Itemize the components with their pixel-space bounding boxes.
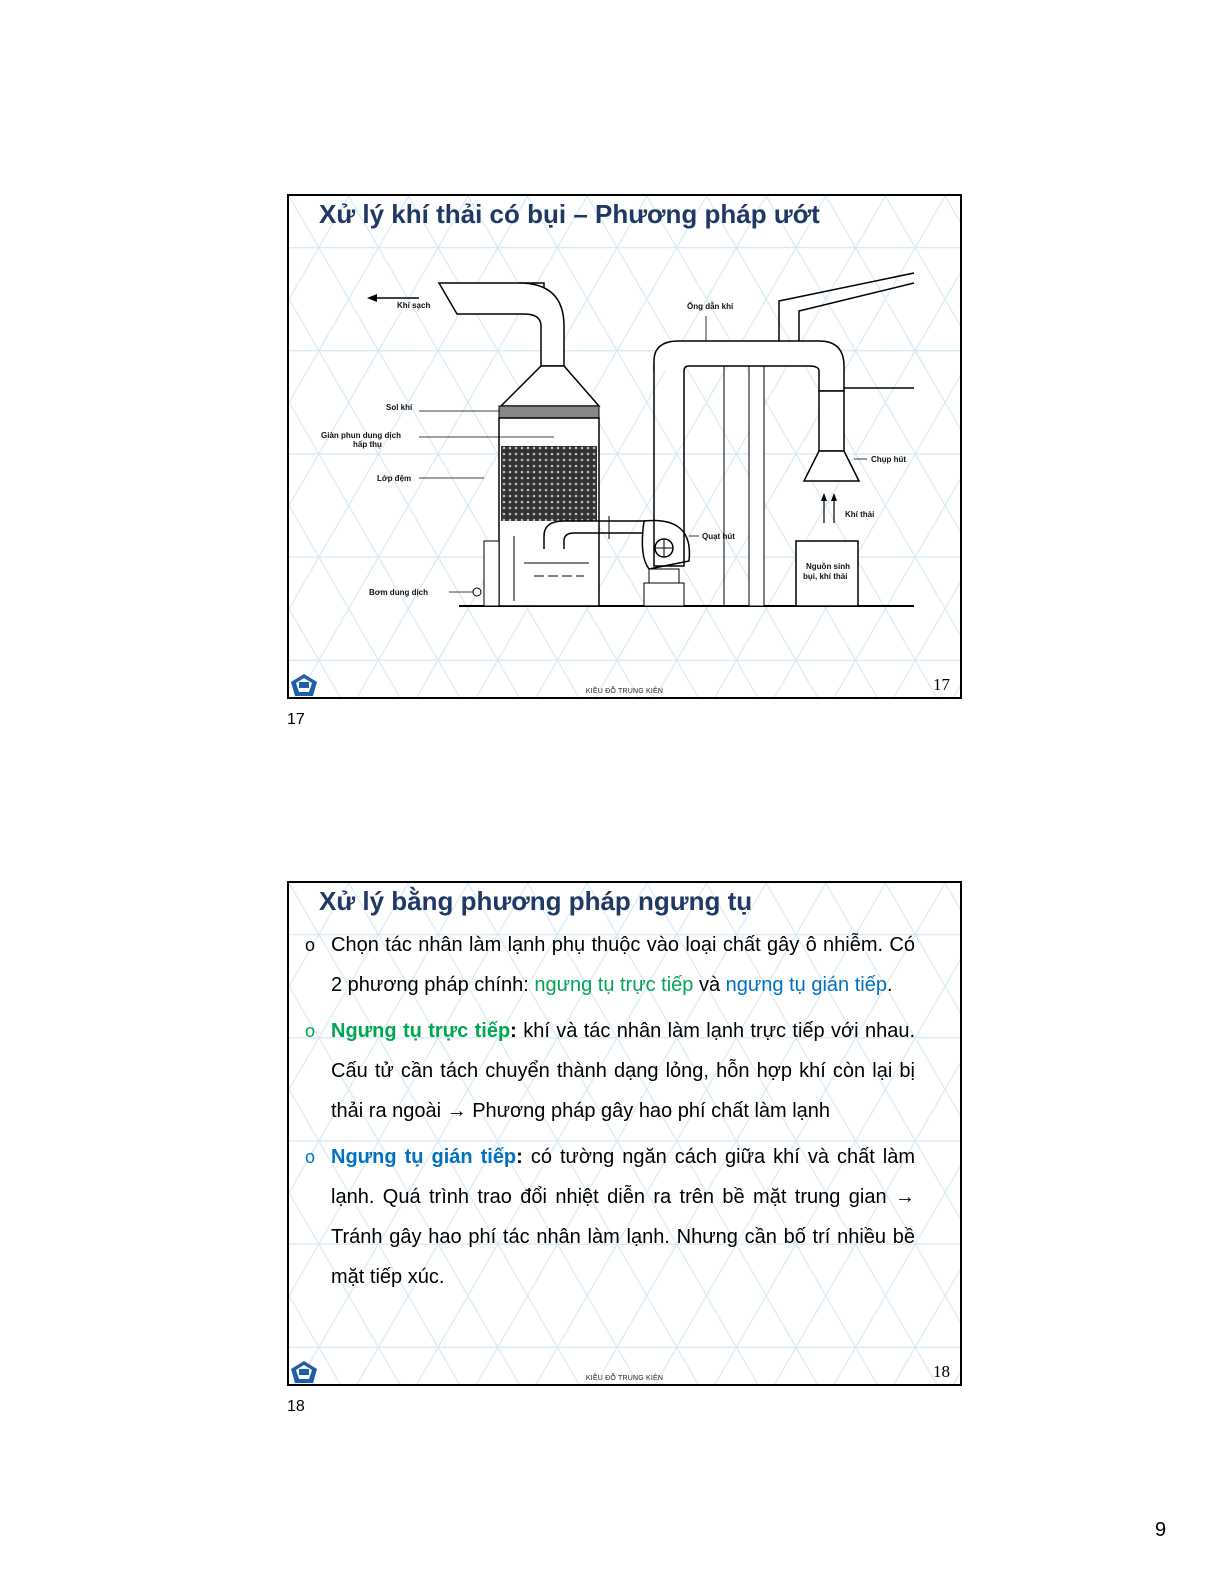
bullet-marker: o xyxy=(305,935,316,955)
slide-title: Xử lý bằng phương pháp ngưng tụ xyxy=(319,886,753,916)
tower-cone xyxy=(501,366,599,406)
footer-author: KIỀU ĐỖ TRUNG KIÊN xyxy=(585,1375,664,1382)
label-exhaust: Khí thải xyxy=(845,510,875,519)
label-spray-rack-1: Giàn phun dung dịch xyxy=(321,431,401,440)
label-pump: Bơm dung dịch xyxy=(369,588,429,597)
indirect-condensation-text: ngưng tụ gián tiếp xyxy=(725,974,887,996)
direct-condensation-text: ngưng tụ trực tiếp xyxy=(534,974,694,996)
label-source-1: Nguồn sinh xyxy=(806,562,850,571)
bullet-item xyxy=(305,1137,915,1297)
slide-18 xyxy=(287,881,962,1386)
slide-number: 17 xyxy=(933,675,950,694)
label-clean-gas: Khí sạch xyxy=(397,301,431,310)
slide-17 xyxy=(287,194,962,699)
slide-caption-number: 18 xyxy=(287,1398,305,1415)
slide-number: 18 xyxy=(933,1362,950,1381)
bullet-colon: : xyxy=(510,1020,517,1042)
label-spray-rack-2: hấp thụ xyxy=(353,440,382,449)
label-packing: Lớp đệm xyxy=(377,474,412,483)
label-duct: Ống dẫn khí xyxy=(687,302,734,311)
page-number: 9 xyxy=(1155,1519,1167,1541)
bullet-item xyxy=(305,1011,915,1131)
bullet-term: Ngưng tụ gián tiếp xyxy=(331,1146,517,1168)
bullet-item xyxy=(305,925,915,1005)
label-hood: Chụp hút xyxy=(871,455,907,464)
bullet-text: Chọn tác nhân làm lạnh phụ thuộc vào loại chất gây ô nhiễm. Có 2 phương pháp chính: xyxy=(331,934,915,996)
bullet-text: và xyxy=(693,974,726,996)
slide-title: Xử lý khí thải có bụi – Phương pháp ướt xyxy=(319,199,820,229)
wet-scrubber-diagram xyxy=(309,271,939,621)
demister-layer xyxy=(499,406,599,418)
outlet-elbow xyxy=(519,283,564,366)
suction-hood xyxy=(804,451,859,481)
bullet-text: có tường ngăn cách giữa khí và chất làm lạnh. Quá trình trao đổi nhiệt diễn ra trên bề mặt trung gian → Tránh gây hao phí tác nhân làm lạnh. Nhưng cần bố trí nhiều bề mặt tiếp xúc. xyxy=(331,1146,915,1288)
bullet-text: khí và tác nhân làm lạnh trực tiếp với nhau. Cấu tử cần tách chuyển thành dạng lỏng, hỗn hợp khí còn lại bị thải ra ngoài → Phương pháp gây hao phí chất làm lạnh xyxy=(331,1020,915,1122)
label-fan: Quạt hút xyxy=(702,532,735,541)
arrow-head-icon xyxy=(367,294,377,302)
label-source-2: bụi, khí thải xyxy=(803,572,848,581)
bullet-text: . xyxy=(886,974,893,996)
bullet-list xyxy=(305,925,915,1303)
label-demister: Sol khí xyxy=(386,403,413,412)
bullet-colon: : xyxy=(516,1146,523,1168)
bullet-term: Ngưng tụ trực tiếp xyxy=(331,1020,511,1042)
bullet-marker: o xyxy=(305,1147,316,1167)
footer-author: KIỀU ĐỖ TRUNG KIÊN xyxy=(585,688,664,695)
bullet-marker: o xyxy=(305,1021,316,1041)
slide-caption-number: 17 xyxy=(287,711,305,728)
